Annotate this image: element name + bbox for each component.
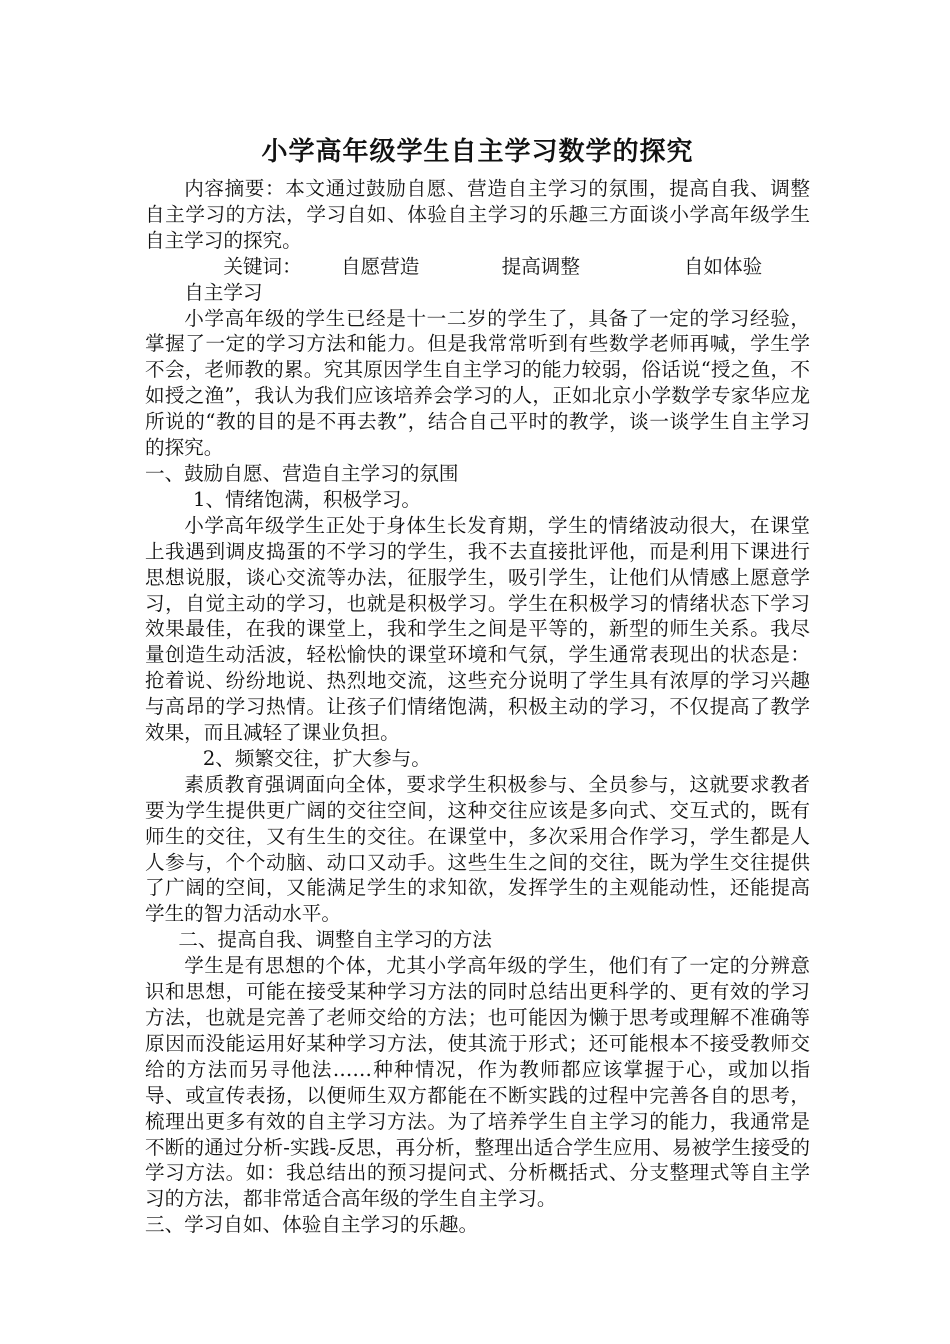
keyword-3: 自如体验: [683, 254, 763, 278]
section-1-sub-1-heading: 1、情绪饱满，积极学习。: [193, 487, 422, 511]
section-1-sub-1-body: 小学高年级学生正处于身体生长发育期，学生的情绪波动很大，在课堂上我遇到调皮捣蛋的不学习的学生，我不去直接批评他，而是利用下课进行思想说服，谈心交流等办法，征服学生，吸引学生，让他们从情感上愿意学习，自觉主动的学习，也就是积极学习。学生在积极学习的情绪状态下学习效果最佳，在我的课堂上，我和学生之间是平等的，新型的师生关系。我尽量创造生动活波，轻松愉快的课堂环境和气氛，学生通常表现出的状态是：抢着说、纷纷地说、热烈地交流，这些充分说明了学生具有浓厚的学习兴趣与高昂的学习热情。让孩子们情绪饱满，积极主动的学习，不仅提高了教学效果，而且减轻了课业负担。: [145, 513, 810, 745]
keywords-label: 关键词：: [223, 254, 302, 278]
document-page: [145, 130, 810, 1238]
keyword-1: 自愿营造: [340, 254, 420, 278]
abstract-paragraph: 内容摘要：本文通过鼓励自愿、营造自主学习的氛围，提高自我、调整自主学习的方法，学习自如、体验自主学习的乐趣三方面谈小学高年级学生自主学习的探究。: [145, 177, 810, 252]
intro-paragraph: 小学高年级的学生已经是十一二岁的学生了，具备了一定的学习经验，掌握了一定的学习方法和能力。但是我常常听到有些数学老师再喊，学生学不会，老师教的累。究其原因学生自主学习的能力较弱，俗话说“授之鱼，不如授之渔”，我认为我们应该培养会学习的人，正如北京小学数学专家华应龙所说的“教的目的是不再去教”，结合自己平时的教学，谈一谈学生自主学习的探究。: [145, 306, 810, 460]
keywords-line: [145, 254, 810, 306]
section-1-sub-2-body: 素质教育强调面向全体，要求学生积极参与、全员参与，这就要求教者要为学生提供更广阔的交往空间，这种交往应该是多向式、交互式的，既有师生的交往，又有生生的交往。在课堂中，多次采用合作学习，学生都是人人参与，个个动脑、动口又动手。这些生生之间的交往，既为学生交往提供了广阔的空间，又能满足学生的求知欲，发挥学生的主观能动性，还能提高学生的智力活动水平。: [145, 772, 810, 926]
section-1-heading: 一、鼓励自愿、营造自主学习的氛围: [145, 461, 459, 485]
section-2-body: 学生是有思想的个体，尤其小学高年级的学生，他们有了一定的分辨意识和思想，可能在接受某种学习方法的同时总结出更科学的、更有效的学习方法，也就是完善了老师交给的方法；也可能因为懒于思考或理解不准确等原因而没能运用好某种学习方法，使其流于形式；还可能根本不接受教师交给的方法而另寻他法……种种情况，作为教师都应该掌握于心，或加以指导、或宣传表扬，以便师生双方都能在不断实践的过程中完善各自的思考，梳理出更多有效的自主学习方法。为了培养学生自主学习的能力，我通常是不断的通过分析-实践-反思，再分析，整理出适合学生应用、易被学生接受的学习方法。如：我总结出的预习提问式、分析概括式、分支整理式等自主学习的方法，都非常适合高年级的学生自主学习。: [145, 954, 810, 1211]
section-1-sub-2-heading: 2、频繁交往，扩大参与。: [202, 746, 431, 770]
section-3-heading: 三、学习自如、体验自主学习的乐趣。: [145, 1213, 479, 1237]
keyword-4: 自主学习: [184, 280, 263, 304]
section-2-heading: 二、提高自我、调整自主学习的方法: [178, 928, 492, 952]
keyword-2: 提高调整: [501, 254, 580, 278]
page-title: 小学高年级学生自主学习数学的探究: [261, 137, 694, 167]
